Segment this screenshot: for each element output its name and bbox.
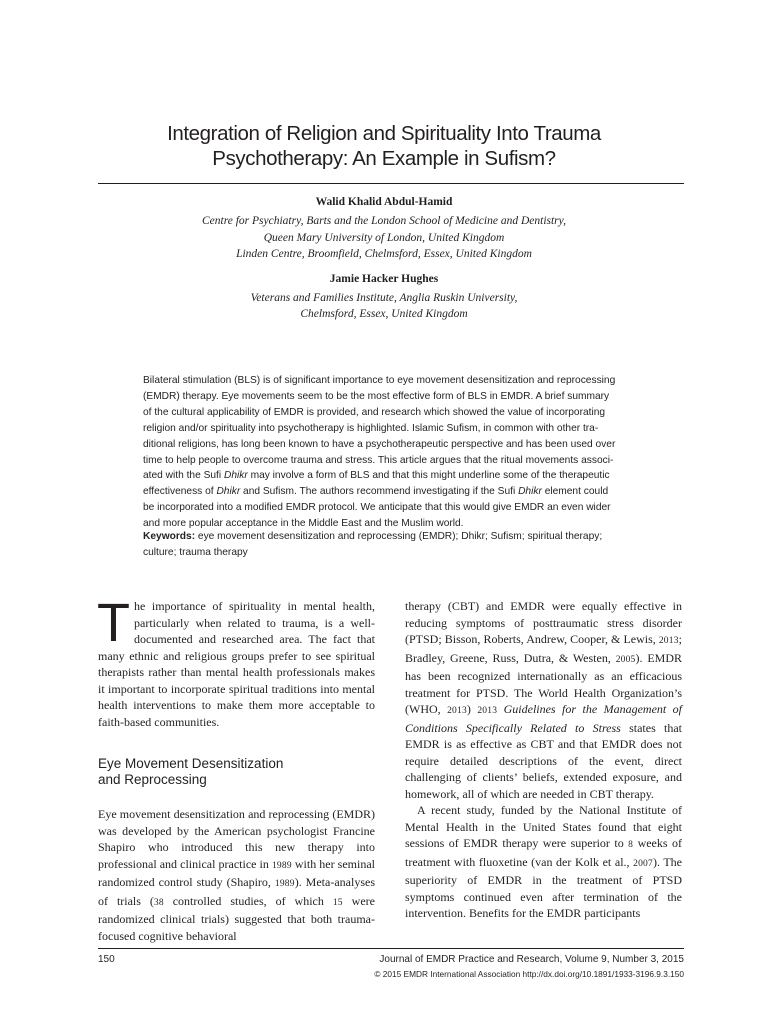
title-line-2: Psychotherapy: An Example in Sufism? [212, 147, 556, 170]
abstract-line: ditional religions, has long been known to have a psychotherapeutic perspective and has been used over [143, 438, 616, 450]
abstract-line: and more popular acceptance in the Middle East and the Muslim world. [143, 518, 464, 530]
emdr-paragraph: Eye movement desensitization and reprocessing (EMDR) was developed by the American psychologist Francine Shapiro who introduced this new therapy into professional and clinical practice in 1989 with her seminal randomized control study (Shapiro, 1989). Meta-analyses of trials (38 controlled studies, of which 15 were randomized clinical trials) suggested that both trauma-focused cognitive behavioral [98, 807, 375, 943]
journal-citation: Journal of EMDR Practice and Research, Volume 9, Number 3, 2015 [379, 954, 684, 965]
keywords-text-2: culture; trauma therapy [143, 547, 248, 558]
author-1-affiliation-3: Linden Centre, Broomfield, Chelmsford, Essex, United Kingdom [236, 248, 532, 261]
footer-divider [98, 948, 684, 949]
section-heading: Eye Movement Desensitization and Reprocessing [98, 756, 284, 787]
keywords [143, 529, 627, 561]
author-1-affiliation-1: Centre for Psychiatry, Barts and the London School of Medicine and Dentistry, [201, 215, 567, 228]
abstract-line: effectiveness of Dhikr and Sufism. The authors recommend investigating if the Sufi Dhikr element could [143, 486, 609, 498]
left-column [97, 593, 375, 944]
abstract-line: ated with the Sufi Dhikr may involve a form of BLS and that this might underline some of the therapeutic [143, 470, 610, 482]
article-title [100, 121, 668, 171]
right-column [405, 598, 682, 922]
abstract [143, 373, 627, 532]
abstract-line: (EMDR) therapy. Eye movements seem to be the most effective form of BLS in EMDR. A brief summary [143, 390, 610, 402]
author-2-affiliation-2: Chelmsford, Essex, United Kingdom [300, 308, 468, 321]
author-block [100, 194, 668, 323]
drop-cap: T [97, 593, 130, 653]
title-line-1: Integration of Religion and Spirituality Into Trauma [167, 122, 601, 145]
abstract-line: be incorporated into a modified EMDR protocol. We anticipate that this would give EMDR an even wider [143, 502, 611, 514]
abstract-line: religion and/or spirituality into psychotherapy is highlighted. Islamic Sufism, in common with other tra- [143, 422, 599, 434]
page-number: 150 [98, 954, 115, 965]
title-divider [98, 183, 684, 184]
author-name-2: Jamie Hacker Hughes [329, 272, 439, 285]
keywords-label: Keywords: [143, 531, 196, 542]
author-1-affiliation-2: Queen Mary University of London, United Kingdom [263, 231, 505, 244]
keywords-text: eye movement desensitization and reprocessing (EMDR); Dhikr; Sufism; spiritual therapy; [195, 531, 603, 542]
intro-paragraph: The importance of spirituality in mental health, particularly when related to trauma, is a well-documented and researched area. The fact that many ethnic and religious groups prefer to see spiritual therapists rather than mental health professionals makes it important to incorporate spiritual traditions into mental health interventions to make them more acceptable to faith-based communities. [97, 593, 375, 729]
abstract-line: of the cultural applicability of EMDR is provided, and research which showed the value of incorporating [143, 406, 606, 418]
abstract-line: Bilateral stimulation (BLS) is of significant importance to eye movement desensitization and reprocessing [143, 375, 616, 386]
copyright-doi: © 2015 EMDR International Association http://dx.doi.org/10.1891/1933-3196.9.3.150 [374, 969, 684, 979]
right-paragraph-2: A recent study, funded by the National Institute of Mental Health in the United States found that eight sessions of EMDR therapy were superior to 8 weeks of treatment with fluoxetine (van der Kolk et al., 2007). The superiority of EMDR in the treatment of PTSD symptoms continued even after termination of the intervention. Benefits for the EMDR participants [405, 803, 683, 920]
author-2-affiliation-1: Veterans and Families Institute, Anglia Ruskin University, [250, 292, 518, 305]
abstract-line: time to help people to overcome trauma and stress. This article argues that the ritual movements associ- [143, 454, 614, 466]
author-name-1: Walid Khalid Abdul-Hamid [315, 196, 453, 208]
right-paragraph-1: therapy (CBT) and EMDR were equally effective in reducing symptoms of posttraumatic stress disorder (PTSD; Bisson, Roberts, Andrew, Cooper, & Lewis, 2013; Bradley, Greene, Russ, Dutra, & Westen, 2005). EMDR has been recognized internationally as an efficacious treatment for PTSD. The World Health Organization’s (WHO, 2013) 2013 Guidelines for the Management of Conditions Specifically Related to Stress states that EMDR is as effective as CBT and that EMDR does not require detailed descriptions of the event, direct challenging of clients’ beliefs, extended exposure, and homework, all of which are needed in CBT therapy. [405, 599, 683, 801]
